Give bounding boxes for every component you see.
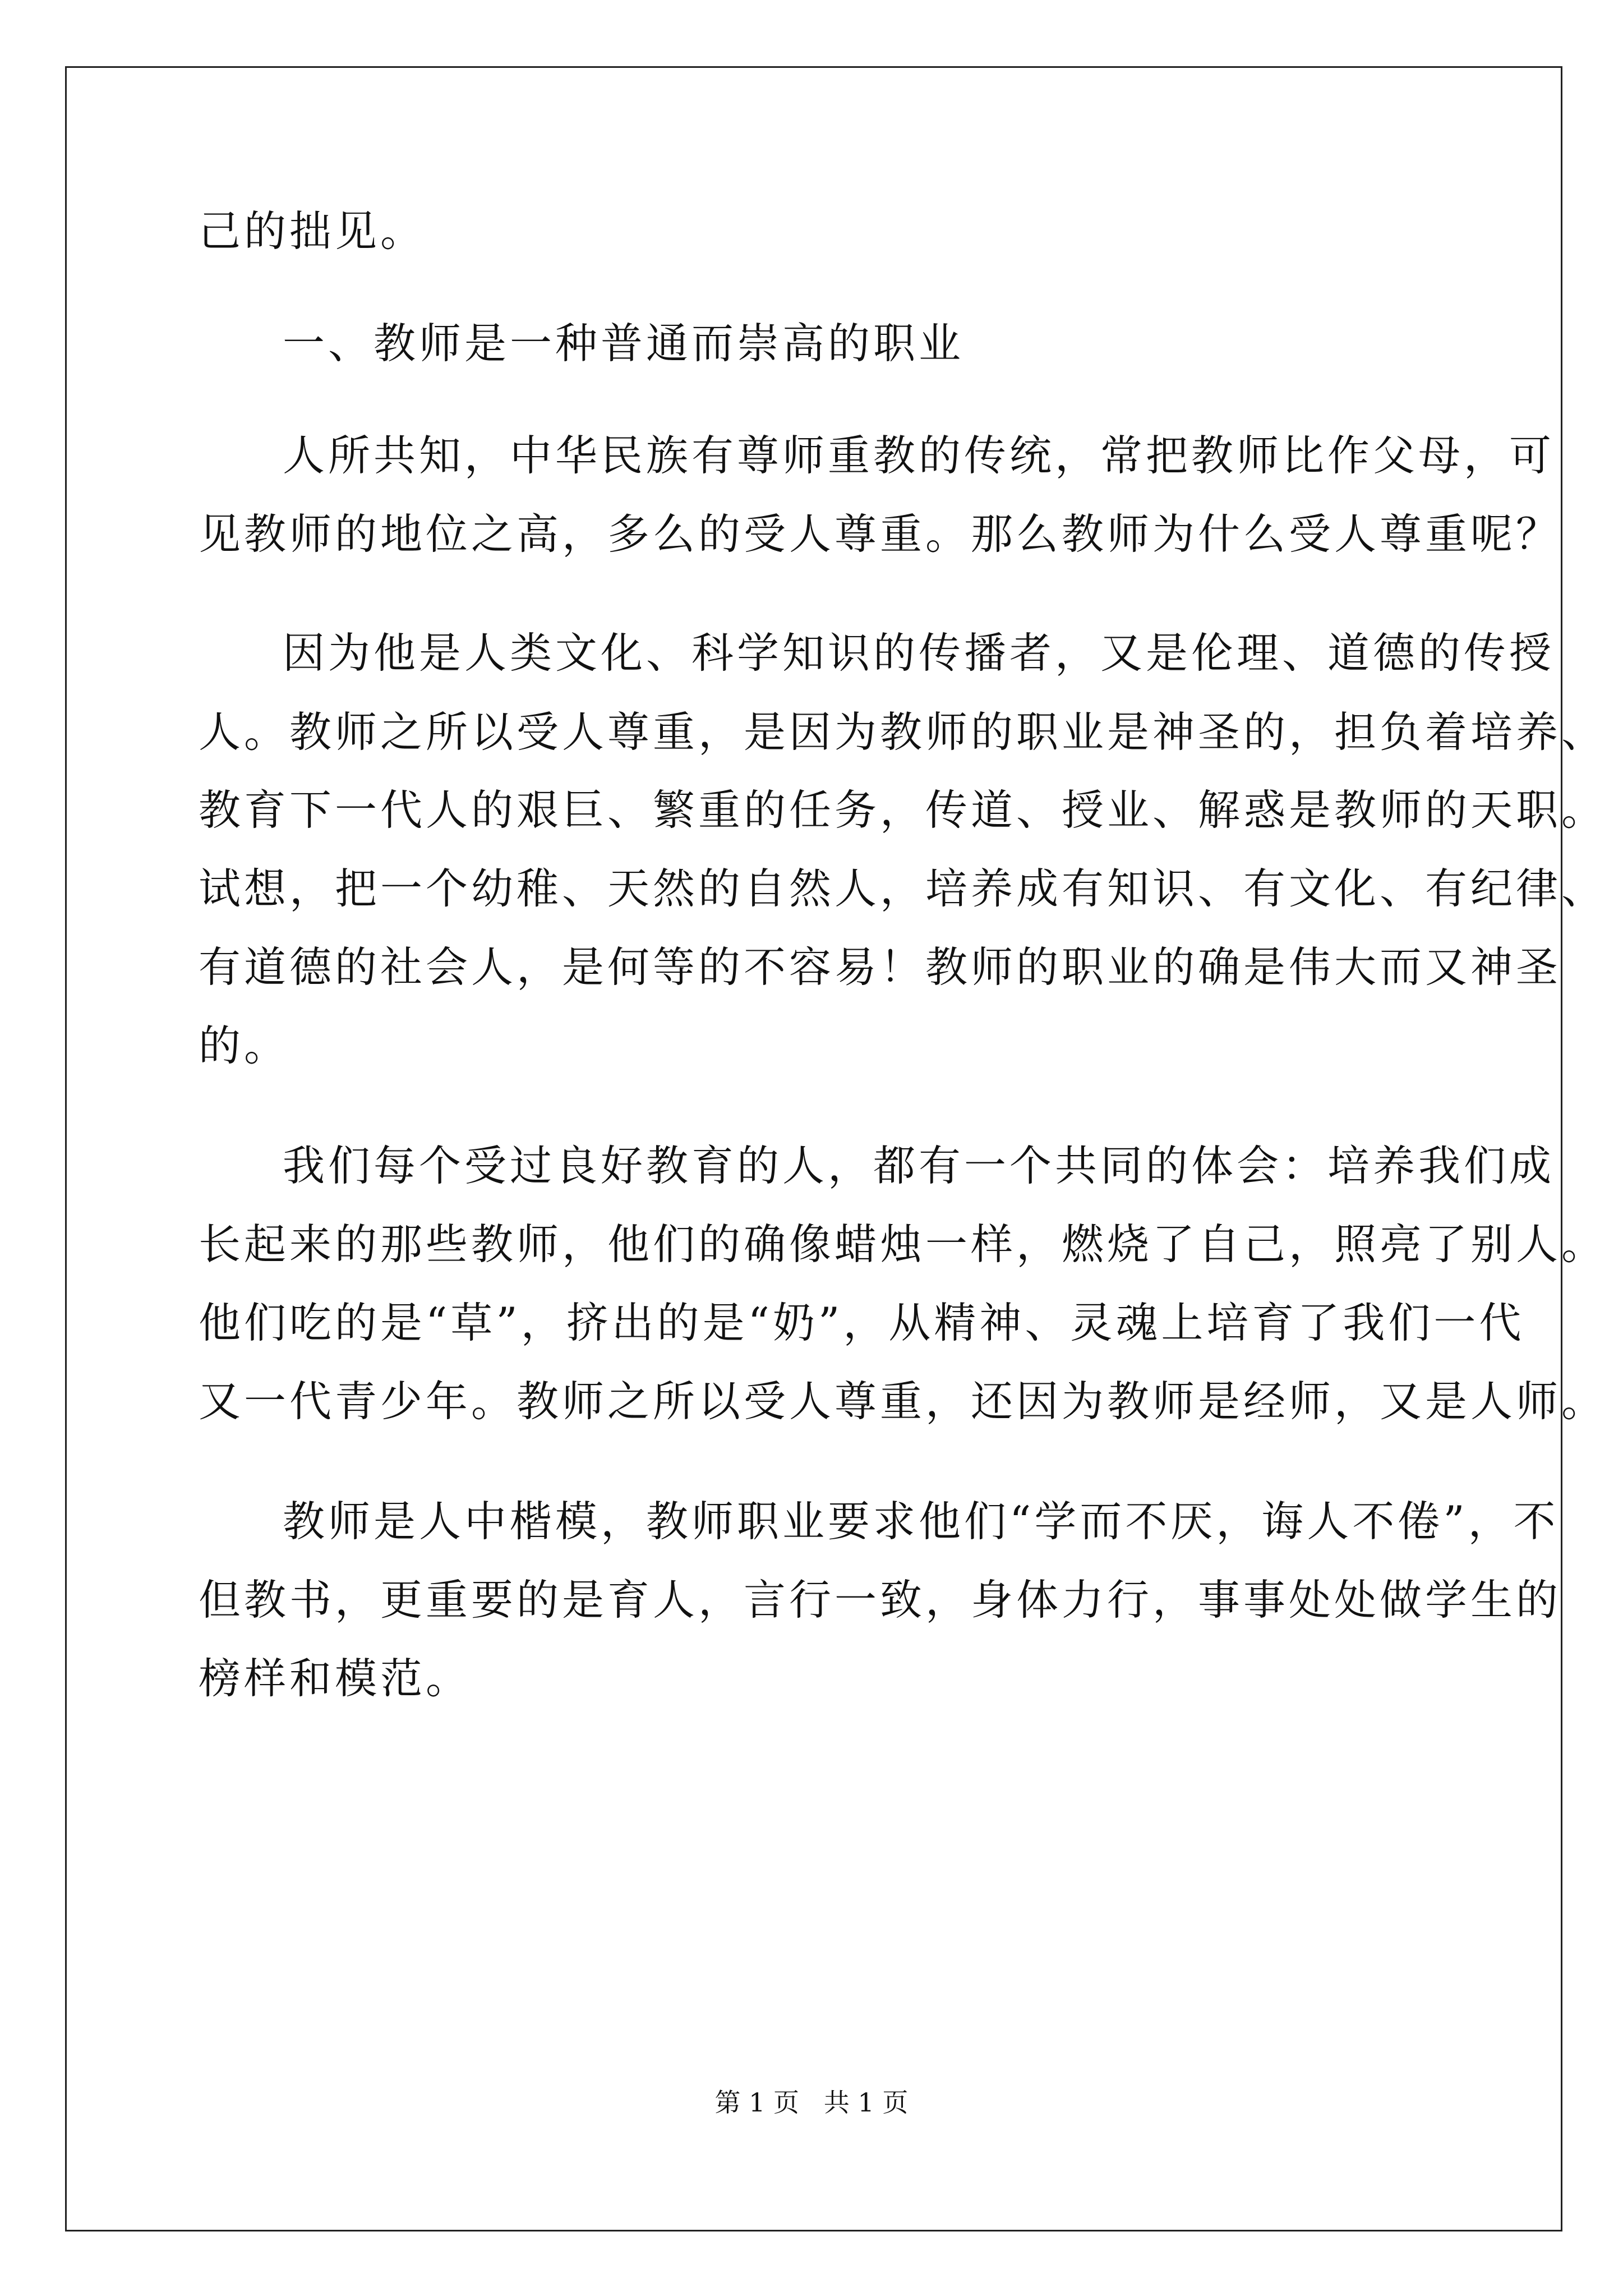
text-line: 长起来的那些教师，他们的确像蜡烛一样，燃烧了自己，照亮了别人。 [199,1220,1607,1269]
text-line: 教育下一代人的艰巨、繁重的任务，传道、授业、解惑是教师的天职。 [199,785,1607,835]
text-line: 因为他是人类文化、科学知识的传播者，又是伦理、道德的传授 [283,628,1555,678]
text-line: 榜样和模范。 [199,1654,472,1703]
text-line: 又一代青少年。教师之所以受人尊重，还因为教师是经师，又是人师。 [199,1377,1607,1426]
text-line: 的。 [199,1021,290,1070]
text-line: 人所共知，中华民族有尊师重教的传统，常把教师比作父母，可 [283,431,1555,480]
text-line: 他们吃的是“草”，挤出的是“奶”，从精神、灵魂上培育了我们一代 [199,1298,1525,1347]
page-number-footer: 第 1 页 共 1 页 [714,2087,909,2118]
section-heading: 一、教师是一种普通而崇高的职业 [283,319,965,368]
text-line: 但教书，更重要的是育人，言行一致，身体力行，事事处处做学生的 [199,1575,1562,1625]
text-line: 我们每个受过良好教育的人，都有一个共同的体会：培养我们成 [283,1141,1555,1190]
text-line: 有道德的社会人，是何等的不容易！教师的职业的确是伟大而又神圣 [199,942,1562,992]
text-line: 人。教师之所以受人尊重，是因为教师的职业是神圣的，担负着培养、 [199,707,1607,757]
text-line: 教师是人中楷模，教师职业要求他们“学而不厌，诲人不倦”，不 [283,1497,1559,1546]
text-line: 见教师的地位之高，多么的受人尊重。那么教师为什么受人尊重呢？ [199,509,1562,559]
text-line: 己的拙见。 [199,206,426,256]
text-line: 试想，把一个幼稚、天然的自然人，培养成有知识、有文化、有纪律、 [199,864,1607,913]
